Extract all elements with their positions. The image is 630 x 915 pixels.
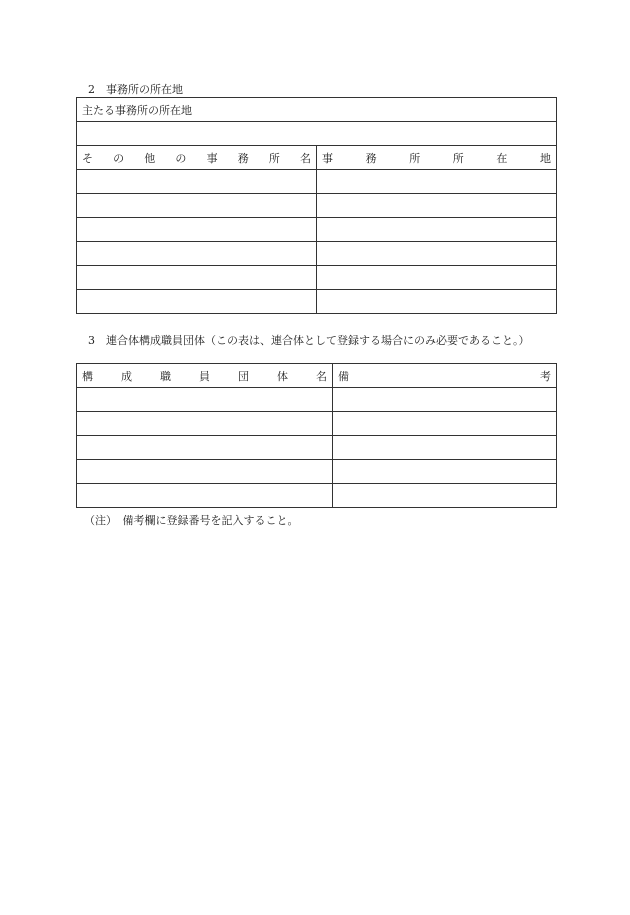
header-remarks-text [338,368,551,384]
table-row [77,290,557,314]
table-cell [77,290,317,314]
table-row [77,460,557,484]
office-table-header-row [77,146,557,170]
table-cell [317,242,557,266]
table-cell [77,242,317,266]
header-char: 務 [237,151,249,165]
table-cell [77,484,333,508]
header-other-office-name [77,146,317,170]
table-cell [333,436,557,460]
header-char: 在 [496,151,508,165]
header-char: 地 [539,151,551,165]
table-cell [333,460,557,484]
member-table-header-row [77,364,557,388]
header-char: 成 [121,369,132,383]
office-location-table [76,97,557,314]
main-office-value-row [77,122,557,146]
header-char: 体 [277,369,288,383]
header-char: 団 [238,369,249,383]
table-cell [77,412,333,436]
header-char: の [113,151,125,165]
header-char: 所 [409,151,421,165]
header-char: 事 [206,151,218,165]
header-member-org-name-text [82,368,327,384]
header-char: 他 [144,151,156,165]
header-char: 名 [316,369,327,383]
header-char: 員 [199,369,210,383]
table-row [77,194,557,218]
header-other-office-name-text [82,150,311,166]
table-cell [77,436,333,460]
table-cell [77,218,317,242]
header-char: 所 [268,151,280,165]
header-char: 備 [338,369,349,383]
header-char: 職 [160,369,171,383]
section3-heading: 3 連合体構成職員団体（この表は、連合体として登録する場合にのみ必要であること。） [88,334,530,347]
header-remarks [333,364,557,388]
header-char: 名 [299,151,311,165]
table-cell [317,194,557,218]
header-char: 考 [540,369,551,383]
table-cell [77,388,333,412]
footnote: （注） 備考欄に登録番号を記入すること。 [84,514,299,527]
header-office-location-text [322,150,551,166]
header-char: の [175,151,187,165]
header-char: 務 [365,151,377,165]
table-cell [333,388,557,412]
table-cell [317,290,557,314]
header-member-org-name [77,364,333,388]
table-row [77,218,557,242]
header-char: そ [82,151,93,165]
main-office-label: 主たる事務所の所在地 [77,98,557,122]
table-cell [317,266,557,290]
table-row [77,170,557,194]
table-row [77,436,557,460]
table-cell [77,170,317,194]
header-office-location [317,146,557,170]
table-row [77,266,557,290]
table-row [77,242,557,266]
table-cell [333,484,557,508]
table-cell [77,266,317,290]
header-char: 事 [322,151,333,165]
section2-heading: 2 事務所の所在地 [88,83,183,96]
table-cell [317,170,557,194]
member-organization-table [76,363,557,508]
table-row [77,484,557,508]
table-cell [317,218,557,242]
header-char: 構 [82,369,93,383]
table-cell [333,412,557,436]
main-office-value-cell [77,122,557,146]
header-char: 所 [452,151,464,165]
main-office-label-row [77,98,557,122]
table-row [77,388,557,412]
table-cell [77,460,333,484]
table-row [77,412,557,436]
table-cell [77,194,317,218]
